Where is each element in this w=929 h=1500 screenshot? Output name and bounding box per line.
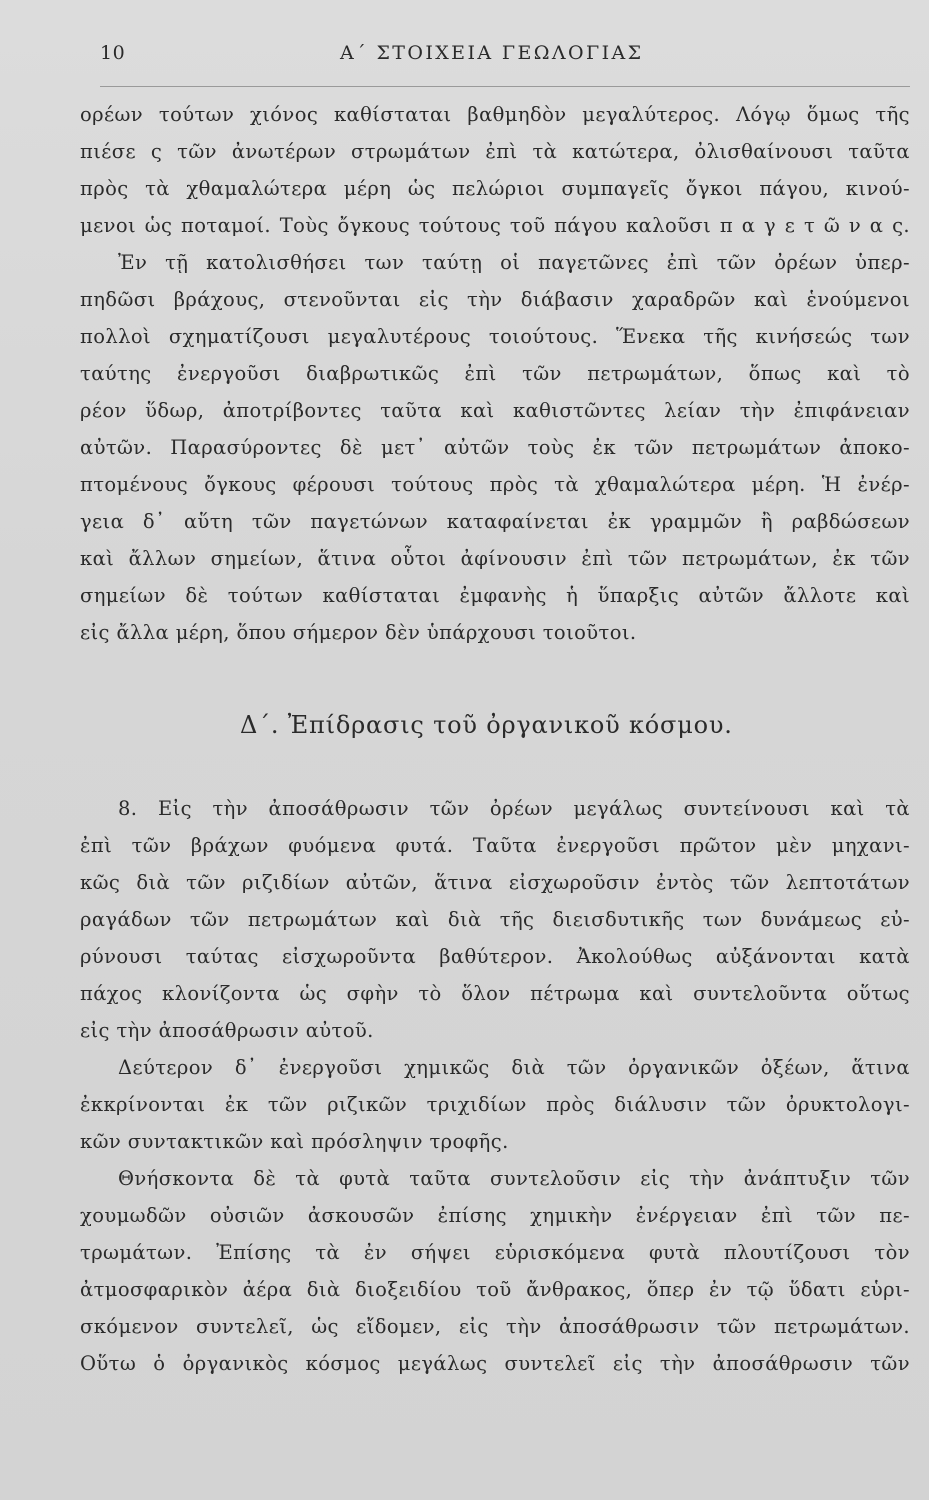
text-line: πολλοὶ σχηματίζουσι μεγαλυτέρους τοιούτους. Ἕνεκα τῆς κινήσεώς των <box>80 325 910 348</box>
text-line: εἰς ἄλλα μέρη, ὅπου σήμερον δὲν ὑπάρχουσι τοιοῦτοι. <box>80 621 637 644</box>
text-line: καὶ ἄλλων σημείων, ἅτινα οὗτοι ἀφίνουσιν ἐπὶ τῶν πετρωμάτων, ἐκ τῶν <box>80 547 910 570</box>
text-line: ραγάδων τῶν πετρωμάτων καὶ διὰ τῆς διεισδυτικῆς των δυνάμεως εὐ- <box>80 908 910 931</box>
text-line: κῶς διὰ τῶν ριζιδίων αὐτῶν, ἅτινα εἰσχωροῦσιν ἐντὸς τῶν λεπτοτάτων <box>80 871 910 894</box>
text-line: ορέων τούτων χιόνος καθίσταται βαθμηδὸν μεγαλύτερος. Λόγῳ ὅμως τῆς <box>80 103 910 126</box>
text-line: πρὸς τὰ χθαμαλώτερα μέρη ὡς πελώριοι συμπαγεῖς ὄγκοι πάγου, κινού- <box>80 177 910 200</box>
text-line: ρύνουσι ταύτας εἰσχωροῦντα βαθύτερον. Ἀκολούθως αὐξάνονται κατὰ <box>80 945 910 968</box>
text-line: πιέσε ς τῶν ἀνωτέρων στρωμάτων ἐπὶ τὰ κατώτερα, ὀλισθαίνουσι ταῦτα <box>80 140 910 163</box>
text-line: χουμωδῶν οὐσιῶν ἀσκουσῶν ἐπίσης χημικὴν ἐνέργειαν ἐπὶ τῶν πε- <box>80 1204 910 1227</box>
text-line: εἰς τὴν ἀποσάθρωσιν αὐτοῦ. <box>80 1019 374 1042</box>
text-block-bottom <box>80 790 910 1382</box>
header-rule <box>100 86 910 87</box>
text-line: ταύτης ἐνεργοῦσι διαβρωτικῶς ἐπὶ τῶν πετρωμάτων, ὅπως καὶ τὸ <box>80 362 910 385</box>
text-line: ρέον ὕδωρ, ἀποτρίβοντες ταῦτα καὶ καθιστῶντες λείαν τὴν ἐπιφάνειαν <box>80 399 910 422</box>
text-line: κῶν συντακτικῶν καὶ πρόσληψιν τροφῆς. <box>80 1130 509 1153</box>
page-header <box>100 42 900 76</box>
text-line: μενοι ὡς ποταμοί. Τοὺς ὄγκους τούτους τοῦ πάγου καλοῦσι π α γ ε τ ῶ ν α ς. <box>80 214 910 237</box>
text-line: πάχος κλονίζοντα ὡς σφὴν τὸ ὅλον πέτρωμα καὶ συντελοῦντα οὕτως <box>80 982 910 1005</box>
text-line: Δεύτερον δ᾽ ἐνεργοῦσι χημικῶς διὰ τῶν ὀργανικῶν ὀξέων, ἅτινα <box>118 1056 910 1079</box>
text-line: ἀτμοσφαρικὸν ἀέρα διὰ διοξειδίου τοῦ ἄνθρακος, ὅπερ ἐν τῷ ὕδατι εὑρι- <box>80 1278 910 1301</box>
text-line: ἐπὶ τῶν βράχων φυόμενα φυτά. Ταῦτα ἐνεργοῦσι πρῶτον μὲν μηχανι- <box>80 834 910 857</box>
text-block-top <box>80 96 910 651</box>
section-heading: Δ΄. Ἐπίδρασις τοῦ ὀργανικοῦ κόσμου. <box>240 711 733 739</box>
text-line: σκόμενον συντελεῖ, ὡς εἴδομεν, εἰς τὴν ἀποσάθρωσιν τῶν πετρωμάτων. <box>80 1315 910 1338</box>
text-line: αὐτῶν. Παρασύροντες δὲ μετ᾽ αὐτῶν τοὺς ἐκ τῶν πετρωμάτων ἀποκο- <box>80 436 910 459</box>
text-line: ἐκκρίνονται ἐκ τῶν ριζικῶν τριχιδίων πρὸς διάλυσιν τῶν ὀρυκτολογι- <box>80 1093 910 1116</box>
text-line: πτομένους ὄγκους φέρουσι τούτους πρὸς τὰ χθαμαλώτερα μέρη. Ἡ ἐνέρ- <box>80 473 910 496</box>
text-line: τρωμάτων. Ἐπίσης τὰ ἐν σήψει εὑρισκόμενα φυτὰ πλουτίζουσι τὸν <box>80 1241 910 1264</box>
page-number: 10 <box>100 42 126 64</box>
running-title: Α΄ ΣΤΟΙΧΕΙΑ ΓΕΩΛΟΓΙΑΣ <box>340 42 644 64</box>
text-line: Ἐν τῇ κατολισθήσει των ταύτῃ οἱ παγετῶνες ἐπὶ τῶν ὀρέων ὑπερ- <box>118 251 910 274</box>
text-line: πηδῶσι βράχους, στενοῦνται εἰς τὴν διάβασιν χαραδρῶν καὶ ἑνούμενοι <box>80 288 910 311</box>
text-line: σημείων δὲ τούτων καθίσταται ἐμφανὴς ἡ ὕπαρξις αὐτῶν ἄλλοτε καὶ <box>80 584 910 607</box>
text-line: Θνήσκοντα δὲ τὰ φυτὰ ταῦτα συντελοῦσιν εἰς τὴν ἀνάπτυξιν τῶν <box>118 1167 910 1190</box>
text-line: γεια δ᾽ αὕτη τῶν παγετώνων καταφαίνεται ἐκ γραμμῶν ἢ ραβδώσεων <box>80 510 910 533</box>
text-line: Οὕτω ὁ ὀργανικὸς κόσμος μεγάλως συντελεῖ εἰς τὴν ἀποσάθρωσιν τῶν <box>80 1352 910 1375</box>
text-line: 8. Εἰς τὴν ἀποσάθρωσιν τῶν ὀρέων μεγάλως συντείνουσι καὶ τὰ <box>118 797 910 820</box>
